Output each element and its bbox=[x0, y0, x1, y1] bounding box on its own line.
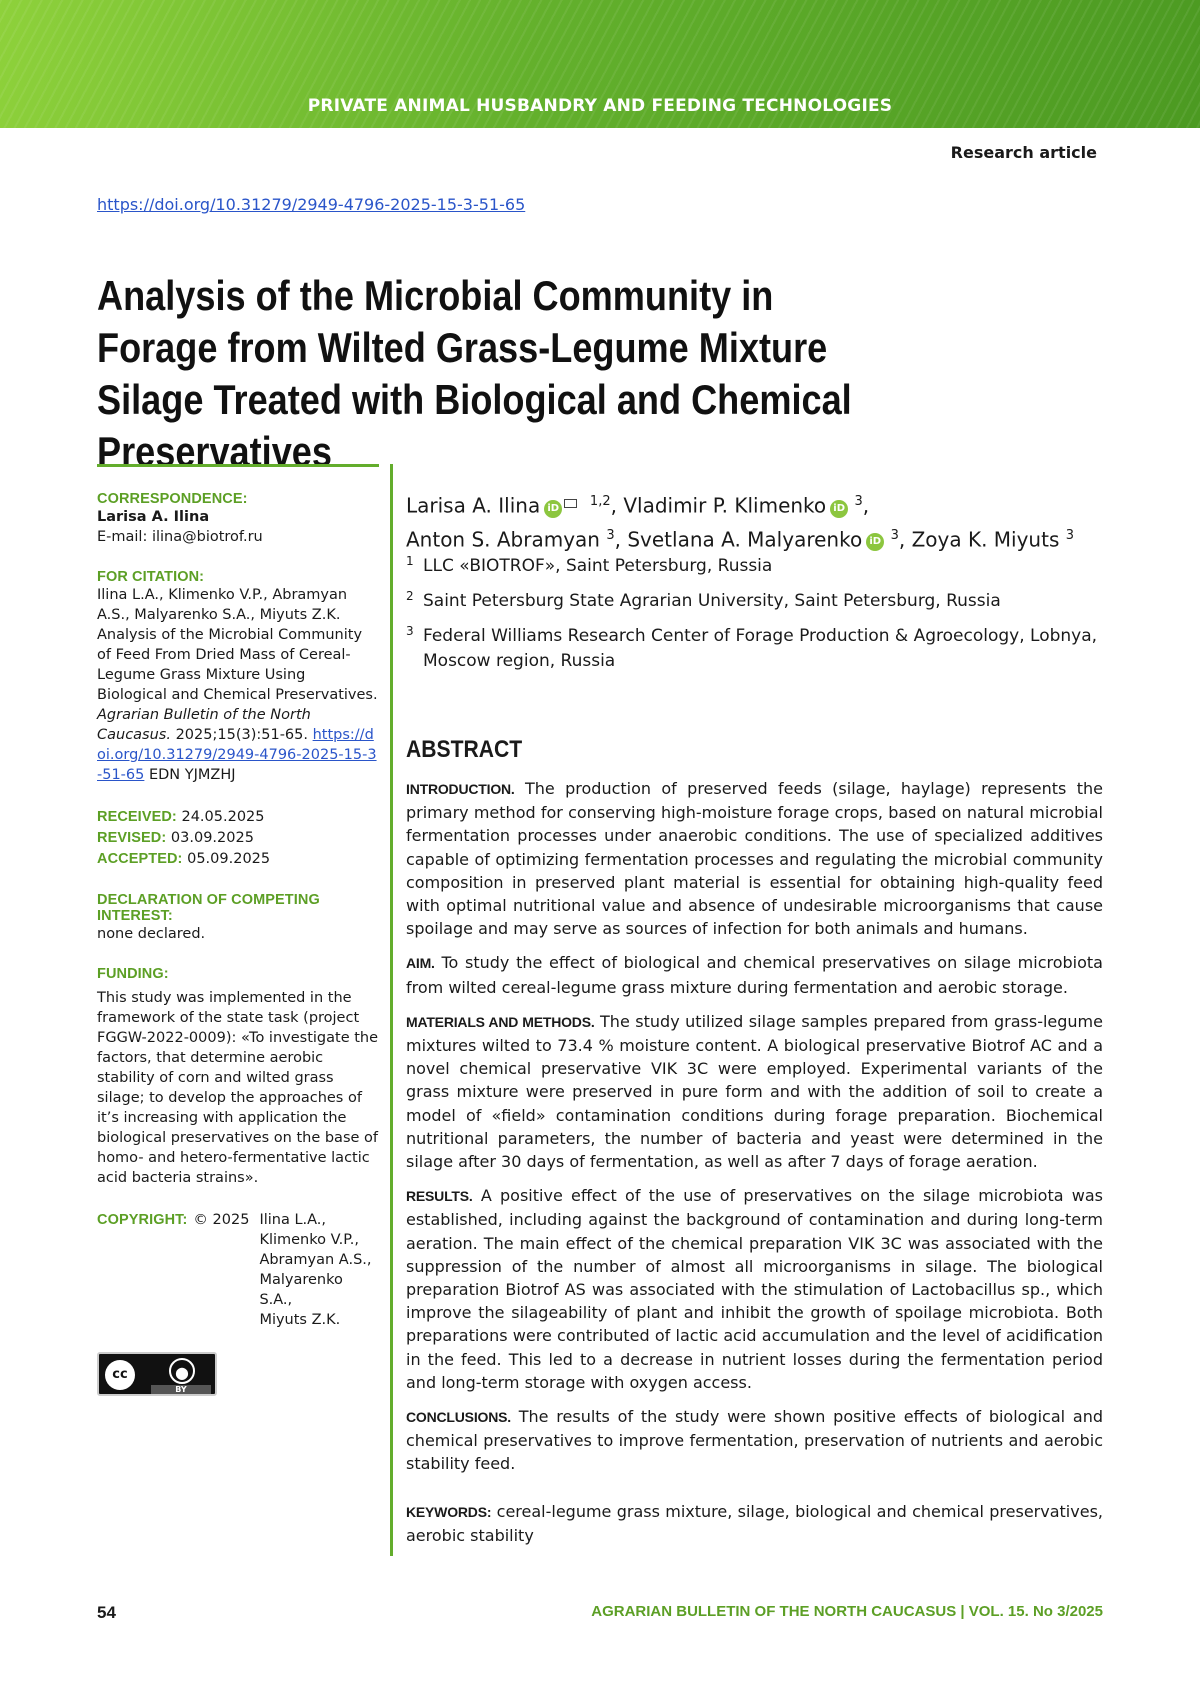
copyright-name: Ilina L.A., bbox=[259, 1212, 327, 1228]
article-type: Research article bbox=[950, 143, 1097, 162]
journal-footer: AGRARIAN BULLETIN OF THE NORTH CAUCASUS | VOL. 15. No 3/2025 bbox=[591, 1603, 1103, 1620]
correspondence-label: CORRESPONDENCE: bbox=[97, 491, 248, 507]
author-name: Zoya K. Miyuts bbox=[911, 527, 1060, 552]
competing-text: none declared. bbox=[97, 926, 206, 942]
author-name: Anton S. Abramyan bbox=[406, 527, 600, 552]
column-divider bbox=[390, 464, 393, 1556]
funding-label: FUNDING: bbox=[97, 966, 169, 982]
citation-edn: EDN YJMZHJ bbox=[148, 767, 236, 783]
affiliation-list bbox=[406, 554, 1106, 684]
author-affil-sup: 1,2 bbox=[589, 494, 611, 509]
citation-issue: 2025;15(3):51-65. bbox=[175, 727, 308, 743]
copyright-year: © 2025 bbox=[193, 1212, 250, 1228]
author-affil-sup: 3 bbox=[606, 527, 615, 543]
copyright-names bbox=[259, 1210, 379, 1330]
author-affil-sup: 3 bbox=[854, 494, 863, 509]
accepted-label: ACCEPTED: bbox=[97, 851, 183, 867]
correspondence-name: Larisa A. Ilina bbox=[97, 509, 210, 525]
affiliation-item: 3 Federal Williams Research Center of Forage Production & Agroecology, Lobnya, Moscow region, Russia bbox=[406, 624, 1098, 671]
author-name: Larisa A. Ilina bbox=[406, 493, 541, 518]
mail-icon[interactable] bbox=[564, 499, 577, 508]
orcid-icon[interactable]: iD bbox=[866, 533, 884, 551]
doi-link[interactable]: https://doi.org/10.31279/2949-4796-2025-15-3-51-65 bbox=[97, 195, 526, 214]
citation-block bbox=[97, 569, 379, 785]
revised-date: 03.09.2025 bbox=[170, 830, 254, 846]
cc-icon: cc bbox=[105, 1360, 135, 1390]
funding-text: This study was implemented in the framework of the state task (project FGGW-2022-0009): «To investigate the factors, that determine aerobic stability of corn and wilted grass silage; to develop the approaches of it’s increasing with application the biological preservatives on the base of homo- and hetero-fermentative lactic acid bacteria strains». bbox=[97, 990, 379, 1186]
article-title: Analysis of the Microbial Community in Forage from Wilted Grass-Legume Mixture Silage Treated with Biological and Chemical Preservatives bbox=[97, 272, 852, 475]
abstract-introduction: INTRODUCTION. The production of preserved feeds (silage, haylage) represents the primary method for conserving high-moisture forage crops, based on natural microbial fermentation processes under anaerobic conditions. The use of specialized additives capable of optimizing fermentation processes and regulating the microbial community composition in preserved plant material is essential for obtaining high-quality feed with optimal nutritional value and absence of undesirable microorganisms that cause spoilage and may serve as sources of infection for both animals and humans. bbox=[406, 779, 1104, 939]
copyright-block bbox=[97, 1210, 379, 1330]
cc-by-license-badge[interactable] bbox=[97, 1352, 217, 1396]
citation-doi-link[interactable]: https://doi.org/10.31279/2949-4796-2025-15-3-51-65 bbox=[97, 727, 377, 783]
author-list: Larisa A. Ilina iD $^{1,2}$, Vladimir P. Klimenko iD $^3$, Anton S. Abramyan $^3$, Svetlana A. Malyarenko iD $^3$, Zoya K. Miyuts $^3$ bbox=[406, 493, 1075, 552]
keywords-label: KEYWORDS: bbox=[406, 1504, 492, 1520]
abstract-body bbox=[406, 777, 1103, 1487]
abstract-aim: AIM. To study the effect of biological and chemical preservatives on silage microbiota from wilted cereal-legume grass mixture during fermentation and aerobic storage. bbox=[406, 953, 1103, 997]
copyright-name: Abramyan A.S., bbox=[259, 1252, 372, 1268]
citation-label: FOR CITATION: bbox=[97, 569, 205, 585]
correspondence-block bbox=[97, 491, 379, 547]
keywords-text: cereal-legume grass mixture, silage, biological and chemical preservatives, aerobic stability bbox=[406, 1502, 1103, 1545]
revised-label: REVISED: bbox=[97, 830, 167, 846]
copyright-name: Malyarenko S.A., bbox=[259, 1272, 343, 1308]
competing-label: DECLARATION OF COMPETING INTEREST: bbox=[97, 892, 320, 924]
by-label: BY bbox=[151, 1385, 211, 1394]
header-banner bbox=[0, 0, 1200, 128]
correspondence-email: E-mail: ilina@biotrof.ru bbox=[97, 529, 263, 545]
accepted-date: 05.09.2025 bbox=[187, 851, 271, 867]
funding-block bbox=[97, 966, 379, 1188]
abstract-heading: ABSTRACT bbox=[406, 736, 523, 763]
abstract-results: RESULTS. A positive effect of the use of preservatives on the silage microbiota was established, including against the background of contamination and during long-term aeration. The main effect of the chemical preparation VIK 3C was associated with the suppression of the number of almost all microorganisms in silage. The biological preparation Biotrof AS was associated with the stimulation of Lactobacillus sp., which improve the silageability of plant and inhibit the growth of spoilage microbiota. Both preparations were contributed of lactic acid accumulation and the level of acidification in the feed. This led to a decrease in nutrient losses during the fermentation period and long-term storage with oxygen access. bbox=[406, 1186, 1103, 1392]
section-title: PRIVATE ANIMAL HUSBANDRY AND FEEDING TECHNOLOGIES bbox=[307, 96, 893, 116]
received-date: 24.05.2025 bbox=[181, 809, 265, 825]
author-affil-sup: 3 bbox=[890, 527, 899, 543]
person-icon: ● bbox=[169, 1358, 195, 1384]
abstract-conclusions: CONCLUSIONS. The results of the study were shown positive effects of biological and chemical preservatives to improve fermentation, preservation of nutrients and aerobic stability feed. bbox=[406, 1407, 1103, 1474]
competing-block bbox=[97, 892, 379, 944]
author-name: Vladimir P. Klimenko bbox=[623, 493, 827, 518]
copyright-name: Miyuts Z.K. bbox=[259, 1312, 341, 1328]
author-affil-sup: 3 bbox=[1065, 527, 1075, 543]
citation-journal: Agrarian Bulletin of the North Caucasus. bbox=[97, 707, 311, 743]
affiliation-item: 2 Saint Petersburg State Agrarian University, Saint Petersburg, Russia bbox=[406, 589, 1001, 611]
copyright-name: Klimenko V.P., bbox=[259, 1232, 359, 1248]
affiliation-item: 1 LLC «BIOTROF», Saint Petersburg, Russia bbox=[406, 554, 773, 576]
sidebar bbox=[97, 464, 379, 1396]
keywords bbox=[406, 1500, 1103, 1547]
orcid-icon[interactable]: iD bbox=[544, 500, 562, 518]
received-label: RECEIVED: bbox=[97, 809, 177, 825]
copyright-label: COPYRIGHT: bbox=[97, 1212, 188, 1228]
abstract-methods: MATERIALS AND METHODS. The study utilized silage samples prepared from grass-legume mixtures wilted to 73.4 % moisture content. A biological preservative Biotrof AC and a novel chemical preservative VIK 3C were employed. Experimental variants of the grass mixture were preserved in pure form and with the addition of soil to create a model of «field» contamination conditions during forage preparation. Biochemical nutritional parameters, the number of bacteria and yeast were determined in the silage after 30 days of fermentation, as well as after 7 days of forage aeration. bbox=[406, 1011, 1103, 1172]
orcid-icon[interactable]: iD bbox=[830, 500, 848, 518]
dates-block bbox=[97, 807, 379, 870]
page-number: 54 bbox=[97, 1603, 116, 1622]
citation-text: Ilina L.A., Klimenko V.P., Abramyan A.S., Malyarenko S.A., Miyuts Z.K. Analysis of the Microbial Community of Feed From Dried Mass of Cereal-Legume Grass Mixture Using Biological and Chemical Preservatives. bbox=[97, 587, 378, 703]
author-name: Svetlana A. Malyarenko bbox=[627, 527, 863, 552]
